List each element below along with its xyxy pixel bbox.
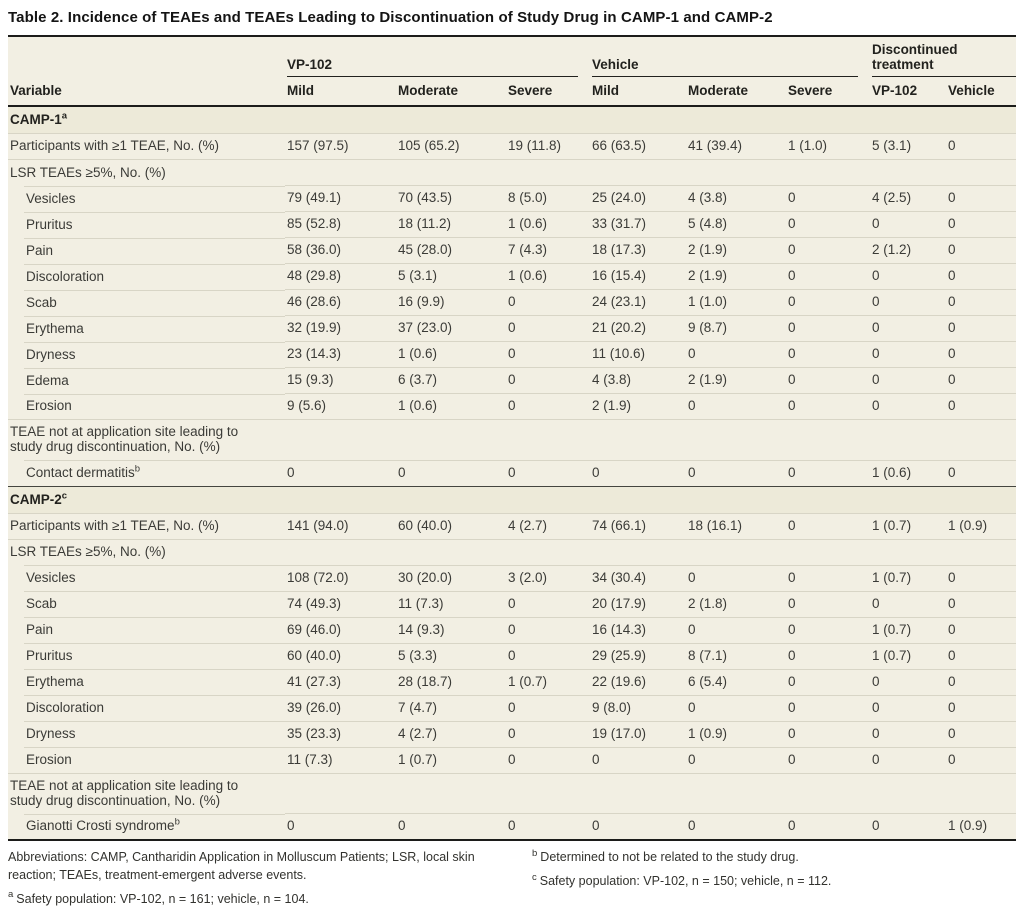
cell: 2 (1.2): [870, 238, 946, 264]
table-row: [8, 695, 1016, 721]
cell: 7 (4.3): [506, 238, 590, 264]
cell: 0: [946, 134, 1016, 160]
cell: 0: [946, 290, 1016, 316]
cell: 0: [870, 695, 946, 721]
footnotes: [8, 841, 1016, 914]
cell: 74 (49.3): [285, 591, 396, 617]
cell: 1 (1.0): [786, 134, 870, 160]
table-row: [8, 773, 1016, 814]
cell: 1 (0.6): [506, 212, 590, 238]
row-label: Erythema: [8, 669, 285, 695]
cell: 1 (0.9): [946, 814, 1016, 840]
row-label: Dryness: [8, 342, 285, 368]
group-header-vp102: [285, 37, 590, 77]
row-label: Discoloration: [8, 695, 285, 721]
table-row: [8, 160, 1016, 186]
cell: 28 (18.7): [396, 669, 506, 695]
table-row: [8, 617, 1016, 643]
cell: [870, 539, 946, 565]
cell: 1 (1.0): [686, 290, 786, 316]
cell: 0: [946, 617, 1016, 643]
cell: 0: [786, 565, 870, 591]
group-header-discontinued: [870, 37, 1016, 77]
cell: 0: [946, 669, 1016, 695]
cell: [506, 160, 590, 186]
table-row: [8, 814, 1016, 840]
table-row: [8, 316, 1016, 342]
cell: 41 (39.4): [686, 134, 786, 160]
table-row: [8, 460, 1016, 486]
cell: 0: [506, 460, 590, 486]
cell: 32 (19.9): [285, 316, 396, 342]
cell: [686, 773, 786, 814]
cell: 9 (5.6): [285, 394, 396, 420]
cell: 0: [686, 747, 786, 773]
cell: 0: [686, 394, 786, 420]
row-label: Participants with ≥1 TEAE, No. (%): [8, 134, 285, 160]
row-label: LSR TEAEs ≥5%, No. (%): [8, 160, 285, 186]
row-label: Dryness: [8, 721, 285, 747]
cell: 1 (0.6): [396, 342, 506, 368]
cell: 0: [946, 460, 1016, 486]
table-row: [8, 186, 1016, 212]
cell: 0: [946, 186, 1016, 212]
footnote-abbreviations: Abbreviations: CAMP, Cantharidin Application in Molluscum Patients; LSR, local skin reaction; TEAEs, treatment-emergent adverse events.: [8, 850, 475, 882]
cell: 5 (3.3): [396, 643, 506, 669]
table-row: [8, 212, 1016, 238]
cell: 0: [946, 747, 1016, 773]
cell: 8 (5.0): [506, 186, 590, 212]
cell: 0: [506, 368, 590, 394]
cell: 0: [686, 460, 786, 486]
cell: 0: [786, 368, 870, 394]
cell: 7 (4.7): [396, 695, 506, 721]
cell: 0: [506, 316, 590, 342]
footnote-b-text: Determined to not be related to the study drug.: [540, 850, 799, 864]
cell: 8 (7.1): [686, 643, 786, 669]
cell: 0: [786, 643, 870, 669]
cell: 4 (3.8): [686, 186, 786, 212]
row-label: Scab: [8, 290, 285, 316]
cell: 2 (1.9): [686, 238, 786, 264]
cell: 0: [285, 814, 396, 840]
row-label: Erythema: [8, 316, 285, 342]
cell: 24 (23.1): [590, 290, 686, 316]
table-row: [8, 420, 1016, 461]
cell: 22 (19.6): [590, 669, 686, 695]
cell: [686, 160, 786, 186]
cell: 11 (10.6): [590, 342, 686, 368]
cell: 2 (1.8): [686, 591, 786, 617]
cell: [946, 160, 1016, 186]
cell: 0: [870, 368, 946, 394]
row-label: Pain: [8, 238, 285, 264]
cell: 0: [870, 342, 946, 368]
cell: 0: [870, 721, 946, 747]
cell: 0: [506, 643, 590, 669]
row-label: Pain: [8, 617, 285, 643]
cell: 0: [870, 394, 946, 420]
cell: [946, 539, 1016, 565]
cell: 0: [786, 695, 870, 721]
table-row: [8, 394, 1016, 420]
table-row: [8, 747, 1016, 773]
cell: 16 (9.9): [396, 290, 506, 316]
cell: 1 (0.7): [396, 747, 506, 773]
cell: [506, 420, 590, 461]
footnote-b-marker: b: [532, 847, 538, 859]
cell: 41 (27.3): [285, 669, 396, 695]
cell: [870, 773, 946, 814]
cell: [396, 160, 506, 186]
cell: 0: [686, 695, 786, 721]
row-label: Pruritus: [8, 212, 285, 238]
cell: 2 (1.9): [686, 368, 786, 394]
cell: 4 (2.7): [396, 721, 506, 747]
cell: 6 (5.4): [686, 669, 786, 695]
cell: 14 (9.3): [396, 617, 506, 643]
cell: 0: [786, 747, 870, 773]
cell: 9 (8.7): [686, 316, 786, 342]
table-body: [8, 106, 1016, 839]
cell: 0: [786, 316, 870, 342]
cell: [786, 539, 870, 565]
cell: 30 (20.0): [396, 565, 506, 591]
cell: 0: [870, 747, 946, 773]
cell: 4 (2.5): [870, 186, 946, 212]
cell: 0: [786, 721, 870, 747]
row-label: Pruritus: [8, 643, 285, 669]
cell: 29 (25.9): [590, 643, 686, 669]
cell: [786, 420, 870, 461]
cell: 1 (0.6): [396, 394, 506, 420]
cell: 0: [870, 290, 946, 316]
cell: [285, 420, 396, 461]
column-header-vp102-moderate: Moderate: [396, 77, 506, 106]
column-header-variable: Variable: [8, 77, 285, 106]
cell: 108 (72.0): [285, 565, 396, 591]
cell: 0: [786, 460, 870, 486]
cell: 74 (66.1): [590, 513, 686, 539]
cell: 0: [506, 721, 590, 747]
cell: 37 (23.0): [396, 316, 506, 342]
cell: 69 (46.0): [285, 617, 396, 643]
cell: [590, 160, 686, 186]
row-label: Scab: [8, 591, 285, 617]
cell: [786, 773, 870, 814]
cell: 60 (40.0): [396, 513, 506, 539]
cell: 18 (17.3): [590, 238, 686, 264]
cell: [590, 420, 686, 461]
cell: 0: [946, 695, 1016, 721]
column-header-vehicle-moderate: Moderate: [686, 77, 786, 106]
table-container: [8, 35, 1016, 841]
cell: 5 (3.1): [870, 134, 946, 160]
table-title: Table 2. Incidence of TEAEs and TEAEs Leading to Discontinuation of Study Drug in CAMP-1 and CAMP-2: [8, 9, 773, 26]
cell: 2 (1.9): [686, 264, 786, 290]
cell: 18 (11.2): [396, 212, 506, 238]
cell: [946, 420, 1016, 461]
cell: [396, 539, 506, 565]
row-label: Erosion: [8, 747, 285, 773]
row-label: Edema: [8, 368, 285, 394]
cell: 1 (0.6): [870, 460, 946, 486]
column-header-disc-vp102: VP-102: [870, 77, 946, 106]
row-label: TEAE not at application site leading to study drug discontinuation, No. (%): [8, 773, 285, 814]
cell: 105 (65.2): [396, 134, 506, 160]
cell: 0: [396, 814, 506, 840]
cell: 58 (36.0): [285, 238, 396, 264]
cell: 11 (7.3): [396, 591, 506, 617]
cell: 0: [786, 669, 870, 695]
cell: 0: [786, 814, 870, 840]
cell: 15 (9.3): [285, 368, 396, 394]
column-header-vp102-mild: Mild: [285, 77, 396, 106]
group-label-discontinued: Discontinued treatment: [872, 37, 1016, 77]
cell: 0: [946, 212, 1016, 238]
cell: 0: [396, 460, 506, 486]
cell: [285, 539, 396, 565]
cell: [396, 773, 506, 814]
cell: 0: [870, 591, 946, 617]
cell: 3 (2.0): [506, 565, 590, 591]
cell: [590, 773, 686, 814]
cell: 0: [870, 264, 946, 290]
cell: 1 (0.7): [870, 643, 946, 669]
cell: 16 (15.4): [590, 264, 686, 290]
cell: 0: [946, 721, 1016, 747]
table-row: [8, 539, 1016, 565]
cell: 0: [786, 186, 870, 212]
cell: 1 (0.7): [870, 565, 946, 591]
row-label: Gianotti Crosti syndrome$^b$: [8, 814, 285, 840]
cell: 70 (43.5): [396, 186, 506, 212]
cell: 16 (14.3): [590, 617, 686, 643]
cell: 0: [506, 342, 590, 368]
cell: 1 (0.9): [686, 721, 786, 747]
cell: 0: [506, 394, 590, 420]
cell: 0: [786, 212, 870, 238]
cell: 0: [506, 695, 590, 721]
table-row: [8, 134, 1016, 160]
cell: 19 (11.8): [506, 134, 590, 160]
cell: 0: [946, 316, 1016, 342]
cell: 5 (4.8): [686, 212, 786, 238]
row-label: LSR TEAEs ≥5%, No. (%): [8, 539, 285, 565]
row-label: Contact dermatitis$^b$: [8, 460, 285, 486]
cell: 35 (23.3): [285, 721, 396, 747]
cell: 0: [590, 747, 686, 773]
cell: [686, 539, 786, 565]
cell: 46 (28.6): [285, 290, 396, 316]
cell: [285, 160, 396, 186]
cell: 0: [285, 460, 396, 486]
group-label-vp102: VP-102: [287, 52, 578, 77]
table-row: [8, 513, 1016, 539]
cell: 33 (31.7): [590, 212, 686, 238]
footnote-a: [8, 891, 506, 909]
cell: [786, 160, 870, 186]
cell: 0: [786, 394, 870, 420]
cell: 0: [686, 617, 786, 643]
group-header-vehicle: [590, 37, 870, 77]
section-header-row: [8, 486, 1016, 513]
cell: 20 (17.9): [590, 591, 686, 617]
cell: 0: [786, 238, 870, 264]
table-row: [8, 342, 1016, 368]
row-label: Erosion: [8, 394, 285, 420]
table-row: [8, 238, 1016, 264]
row-label: Participants with ≥1 TEAE, No. (%): [8, 513, 285, 539]
table-row: [8, 643, 1016, 669]
group-header-row: [8, 37, 1016, 77]
cell: 4 (3.8): [590, 368, 686, 394]
cell: [686, 420, 786, 461]
cell: 0: [946, 342, 1016, 368]
cell: 5 (3.1): [396, 264, 506, 290]
cell: 0: [786, 617, 870, 643]
footnote-b: [532, 849, 1016, 867]
cell: 0: [786, 591, 870, 617]
row-label: Discoloration: [8, 264, 285, 290]
cell: 0: [506, 290, 590, 316]
cell: [285, 773, 396, 814]
cell: [870, 420, 946, 461]
section-header-row: [8, 106, 1016, 134]
cell: 0: [786, 290, 870, 316]
cell: 0: [786, 342, 870, 368]
cell: 1 (0.6): [506, 264, 590, 290]
cell: [506, 539, 590, 565]
footnote-c-marker: c: [532, 871, 537, 883]
cell: 0: [686, 565, 786, 591]
cell: [396, 420, 506, 461]
column-header-row: [8, 77, 1016, 106]
cell: 1 (0.9): [946, 513, 1016, 539]
row-label: Vesicles: [8, 565, 285, 591]
table-row: [8, 565, 1016, 591]
column-header-disc-vehicle: Vehicle: [946, 77, 1016, 106]
cell: 60 (40.0): [285, 643, 396, 669]
column-header-vehicle-severe: Severe: [786, 77, 870, 106]
corner-cell: [8, 37, 285, 77]
cell: 0: [946, 394, 1016, 420]
section-header-label: CAMP-2$^c$: [8, 486, 1016, 513]
table-row: [8, 721, 1016, 747]
table-row: [8, 669, 1016, 695]
table-row: [8, 591, 1016, 617]
cell: 0: [506, 814, 590, 840]
cell: 0: [870, 212, 946, 238]
cell: 0: [590, 814, 686, 840]
cell: 45 (28.0): [396, 238, 506, 264]
cell: [870, 160, 946, 186]
cell: 19 (17.0): [590, 721, 686, 747]
cell: 0: [686, 814, 786, 840]
cell: 0: [946, 264, 1016, 290]
footnote-a-text: Safety population: VP-102, n = 161; vehicle, n = 104.: [16, 891, 309, 906]
cell: 2 (1.9): [590, 394, 686, 420]
cell: 79 (49.1): [285, 186, 396, 212]
cell: 0: [590, 460, 686, 486]
cell: 1 (0.7): [870, 617, 946, 643]
cell: 0: [870, 814, 946, 840]
cell: 48 (29.8): [285, 264, 396, 290]
cell: 9 (8.0): [590, 695, 686, 721]
cell: 0: [786, 264, 870, 290]
group-label-vehicle: Vehicle: [592, 52, 858, 77]
column-header-vp102-severe: Severe: [506, 77, 590, 106]
cell: 0: [506, 747, 590, 773]
cell: [946, 773, 1016, 814]
section-header-label: CAMP-1$^a$: [8, 106, 1016, 134]
cell: 21 (20.2): [590, 316, 686, 342]
cell: 85 (52.8): [285, 212, 396, 238]
cell: 23 (14.3): [285, 342, 396, 368]
cell: 0: [946, 565, 1016, 591]
cell: 11 (7.3): [285, 747, 396, 773]
cell: 0: [786, 513, 870, 539]
cell: 39 (26.0): [285, 695, 396, 721]
cell: 0: [870, 669, 946, 695]
footnote-a-marker: a: [8, 889, 14, 901]
cell: 18 (16.1): [686, 513, 786, 539]
table-row: [8, 368, 1016, 394]
cell: 0: [946, 643, 1016, 669]
cell: 4 (2.7): [506, 513, 590, 539]
cell: [590, 539, 686, 565]
cell: 157 (97.5): [285, 134, 396, 160]
cell: 0: [686, 342, 786, 368]
table-row: [8, 264, 1016, 290]
teae-table: [8, 37, 1016, 839]
cell: 66 (63.5): [590, 134, 686, 160]
cell: [506, 773, 590, 814]
column-header-vehicle-mild: Mild: [590, 77, 686, 106]
cell: 25 (24.0): [590, 186, 686, 212]
cell: 34 (30.4): [590, 565, 686, 591]
row-label: TEAE not at application site leading to study drug discontinuation, No. (%): [8, 420, 285, 461]
cell: 0: [870, 316, 946, 342]
row-label: Vesicles: [8, 186, 285, 212]
cell: 1 (0.7): [506, 669, 590, 695]
cell: 0: [946, 591, 1016, 617]
cell: 141 (94.0): [285, 513, 396, 539]
table-row: [8, 290, 1016, 316]
cell: 0: [506, 617, 590, 643]
cell: 6 (3.7): [396, 368, 506, 394]
cell: 0: [506, 591, 590, 617]
footnote-c-text: Safety population: VP-102, n = 150; vehicle, n = 112.: [539, 873, 832, 888]
cell: 0: [946, 238, 1016, 264]
cell: 1 (0.7): [870, 513, 946, 539]
cell: 0: [946, 368, 1016, 394]
